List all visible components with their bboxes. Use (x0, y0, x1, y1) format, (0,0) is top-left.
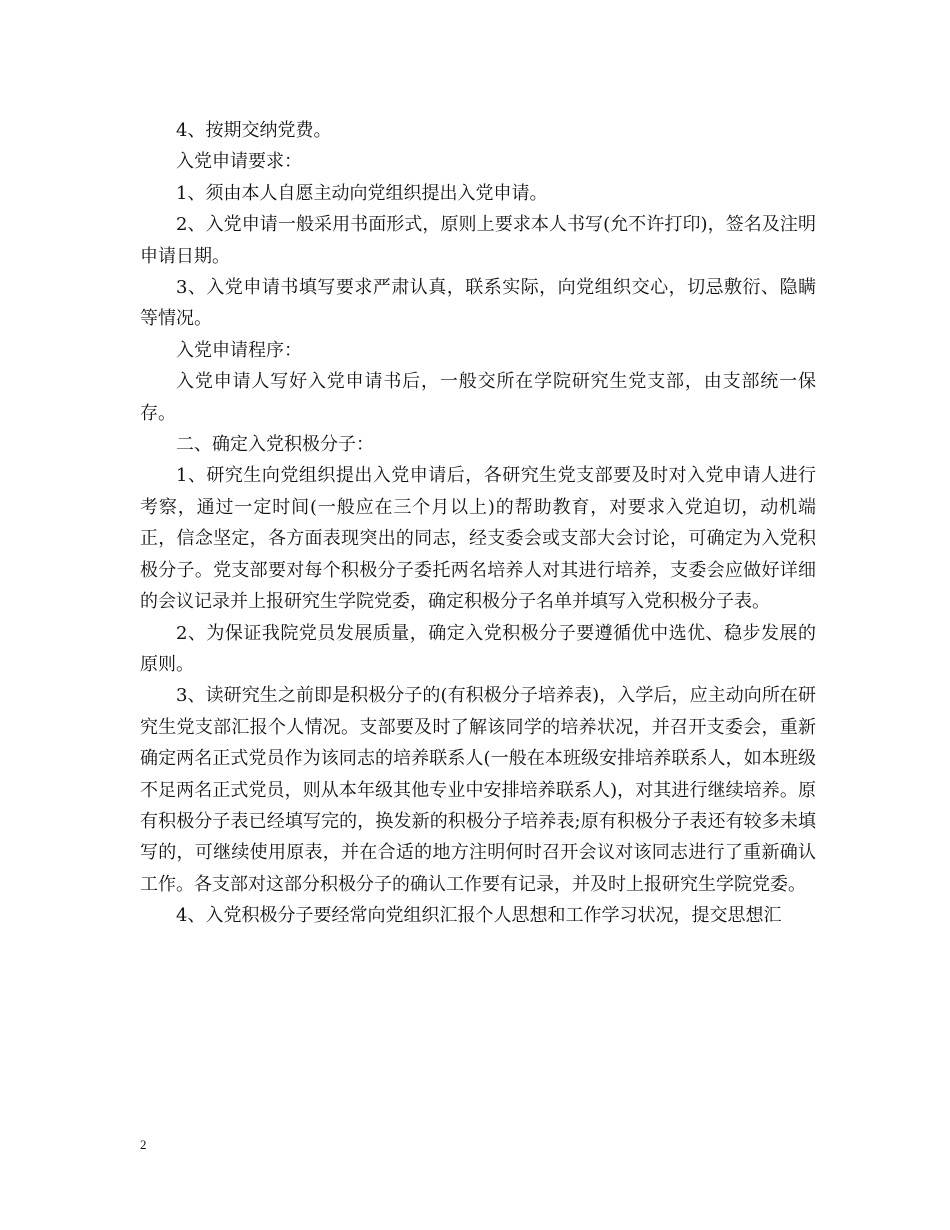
paragraph: 入党申请人写好入党申请书后，一般交所在学院研究生党支部，由支部统一保存。 (140, 371, 816, 424)
paragraph: 3、读研究生之前即是积极分子的(有积极分子培养表)，入学后，应主动向所在研究生党支部汇报个人情况。支部要及时了解该同学的培养状况，并召开支委会，重新确定两名正式党员作为该同志的培养联系人(一般在本班级安排培养联系人，如本班级不足两名正式党员，则从本年级其他专业中安排培养联系人)，对其进行继续培养。原有积极分子表已经填写完的，换发新的积极分子培养表;原有积极分子表还有较多未填写的，可继续使用原表，并在合适的地方注明何时召开会议对该同志进行了重新确认工作。各支部对这部分积极分子的确认工作要有记录，并及时上报研究生学院党委。 (140, 685, 816, 895)
document-body (140, 115, 816, 932)
paragraph: 3、入党申请书填写要求严肃认真，联系实际，向党组织交心，切忌敷衍、隐瞒等情况。 (140, 277, 816, 330)
paragraph: 2、为保证我院党员发展质量，确定入党积极分子要遵循优中选优、稳步发展的原则。 (140, 622, 816, 675)
paragraph: 1、研究生向党组织提出入党申请后，各研究生党支部要及时对入党申请人进行考察，通过一定时间(一般应在三个月以上)的帮助教育，对要求入党迫切，动机端正，信念坚定，各方面表现突出的同志，经支委会或支部大会讨论，可确定为入党积极分子。党支部要对每个积极分子委托两名培养人对其进行培养，支委会应做好详细的会议记录并上报研究生学院党委，确定积极分子名单并填写入党积极分子表。 (140, 465, 816, 613)
paragraph: 入党申请程序： (176, 339, 302, 361)
page-number: 2 (140, 1137, 147, 1152)
paragraph: 4、入党积极分子要经常向党组织汇报个人思想和工作学习状况，提交思想汇 (176, 905, 782, 927)
paragraph: 4、按期交纳党费。 (176, 120, 332, 141)
paragraph: 1、须由本人自愿主动向党组织提出入党申请。 (176, 182, 548, 204)
paragraph: 2、入党申请一般采用书面形式，原则上要求本人书写(允不许打印)，签名及注明申请日期。 (140, 214, 816, 267)
paragraph: 二、确定入党积极分子： (176, 434, 374, 456)
paragraph: 入党申请要求： (176, 151, 302, 173)
